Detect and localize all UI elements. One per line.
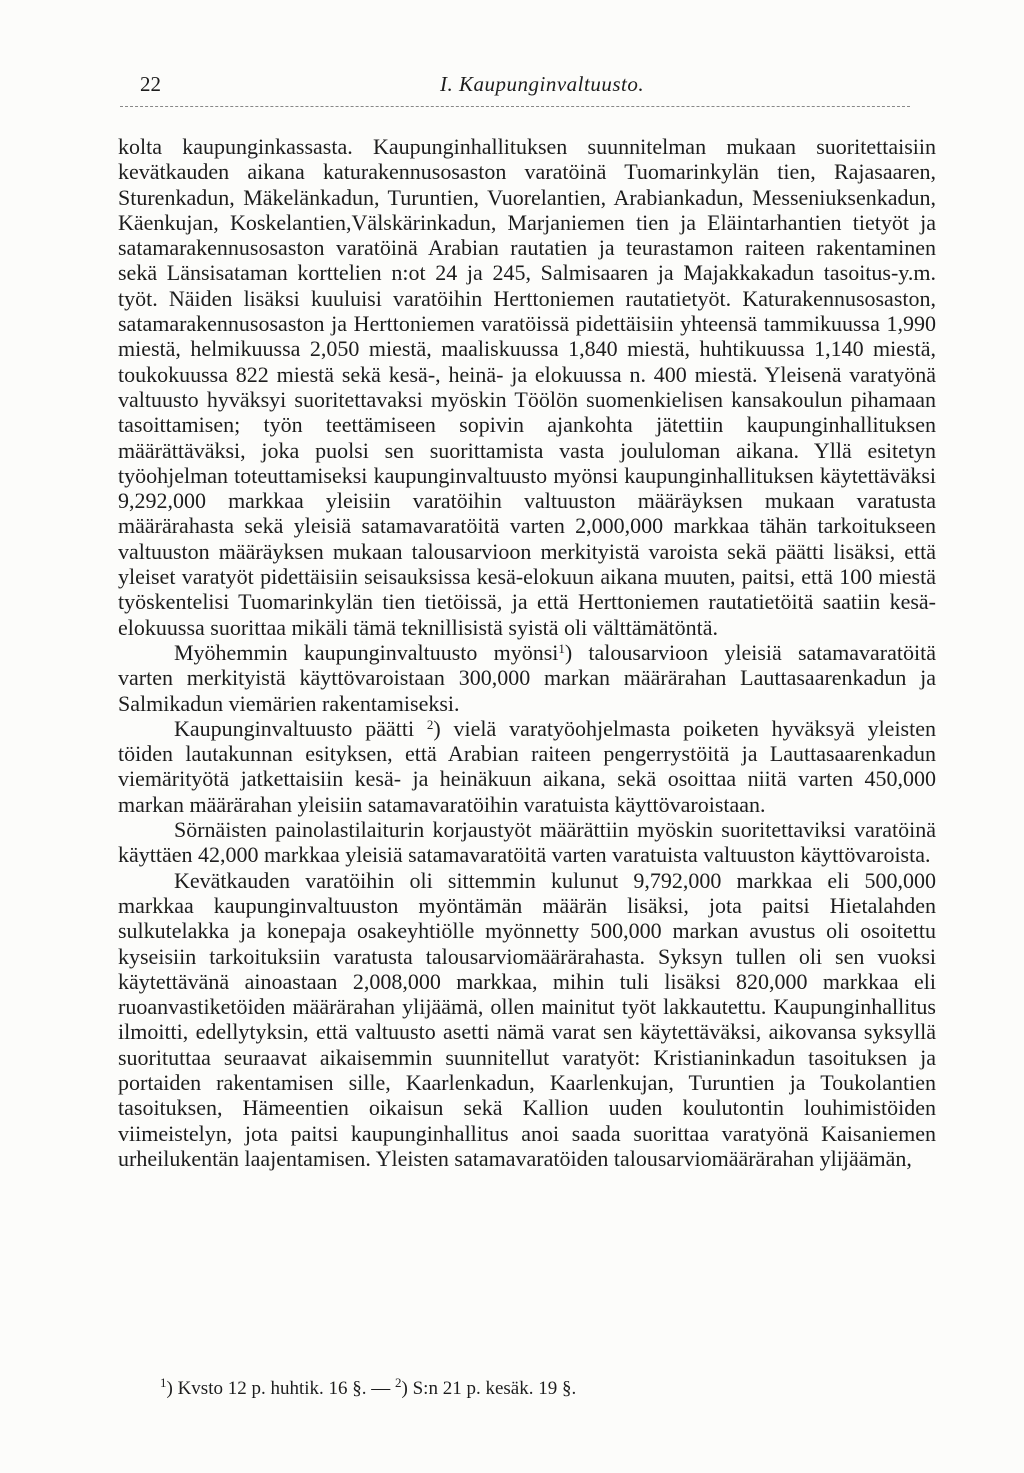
footnote-ref-2: 2 [426,716,434,732]
paragraph-3-text-b: ) vielä varatyöohjelmasta poiketen hyväksyä yleisten töiden lautakunnan esityksen, että Arabian raiteen pengerrystöitä ja Lauttasaarenkadun viemärityötä jatkettaisiin kesä- ja heinäkuun aikana, sekä osoittaa niitä varten 450,000 markan määrärahan yleisiin satamavaratöihin varatuista käyttövaroistaan. [118,715,936,817]
paragraph-3 [118,716,936,817]
body-text [118,134,936,1171]
paragraph-3-text-a: Kaupunginvaltuusto päätti [174,715,415,741]
paragraph-2 [118,640,936,716]
paragraph-2-text-b: ) talousarvioon yleisiä satamavaratöitä varten merkityistä käyttövaroistaan 300,000 markan määrärahan Lauttasaarenkadun ja Salmikadun viemärien rakentamiseksi. [118,639,936,716]
paragraph-1: kolta kaupunginkassasta. Kaupunginhallituksen suunnitelman mukaan suoritettaisiin kevätkauden aikana katurakennusosaston varatöinä Tuomarinkylän tien, Rajasaaren, Sturenkadun, Mäkelänkadun, Turuntien, Vuorelantien, Arabiankadun, Messeniuksenkadun, Käenkujan, Koskelantien,Välskärinkadun, Marjaniemen tien ja Eläintarhantien tietyöt ja satamarakennusosaston varatöinä Arabian rautatien ja teurastamon raiteen rakentaminen sekä Länsisataman korttelien n:ot 24 ja 245, Salmisaaren ja Majakkakadun tasoitus-y.m. työt. Näiden lisäksi kuuluisi varatöihin Herttoniemen rautatietyöt. Katurakennusosaston, satamarakennusosaston ja Herttoniemen varatöissä pidettäisiin yhteensä tammikuussa 1,990 miestä, helmikuussa 2,050 miestä, maaliskuussa 1,840 miestä, huhtikuussa 1,140 miestä, toukokuussa 822 miestä sekä kesä-, heinä- ja elokuussa n. 400 miestä. Yleisenä varatyönä valtuusto hyväksyi suoritettavaksi myöskin Töölön suomenkielisen kansakoulun pihamaan tasoittamisen; työn teettämiseen sopivin ajankohta jätettiin kaupunginhallituksen määrättäväksi, joka puolsi sen suorittamista vasta joululoman aikana. Yllä esitetyn työohjelman toteuttamiseksi kaupunginvaltuusto myönsi kaupunginhallituksen käytettäväksi 9,292,000 markkaa yleisiin varatöihin valtuuston määräyksen mukaan varatusta määrärahasta sekä yleisiä satamavaratöitä varten 2,000,000 markkaa tähän tarkoitukseen valtuuston määräyksen mukaan talousarvioon merkityistä varoista sekä päätti lisäksi, että yleiset varatyöt pidettäisiin seisauksissa kesä-elokuun aikana muuten, paitsi, että 100 miestä työskentelisi Tuomarinkylän tien tietöissä, ja että Herttoniemen rautatietöitä saatiin kesä-elokuussa suorittaa mikäli tämä teknillisistä syistä oli välttämätöntä. [118,134,936,640]
footnotes [160,1375,577,1400]
page-header [140,72,935,102]
running-title: I. Kaupunginvaltuusto. [440,72,645,96]
footnote-1-mark: 1 [160,1375,167,1390]
footnote-2-mark: 2 [395,1375,402,1390]
header-rule [120,106,910,107]
paragraph-4: Sörnäisten painolastilaiturin korjaustyöt määrättiin myöskin suoritettaviksi varatöinä käyttäen 42,000 markkaa yleisiä satamavaratöitä varten varatuista valtuuston käyttövaroista. [118,817,936,868]
paragraph-5: Kevätkauden varatöihin oli sittemmin kulunut 9,792,000 markkaa eli 500,000 markkaa kaupunginvaltuuston myöntämän määrän lisäksi, jota paitsi Hietalahden sulkutelakka ja konepaja osakeyhtiölle myönnetty 500,000 markan avustus oli osoitettu kyseisiin tarkoituksiin varatusta talousarviomäärärahasta. Syksyn tullen oli sen vuoksi käytettävänä ainoastaan 2,008,000 markkaa, mihin tuli lisäksi 820,000 markkaa eli ruoanvastiketöiden määrärahan ylijäämä, ollen mainitut työt lakkautettu. Kaupunginhallitus ilmoitti, edellytyksin, että valtuusto asetti nämä varat sen käytettäväksi, aikovansa syksyllä suorituttaa seuraavat aikaisemmin suunnitellut varatyöt: Kristianinkadun tasoituksen ja portaiden rakentamisen sille, Kaarlenkadun, Kaarlenkujan, Turuntien ja Toukolantien tasoituksen, Hämeentien oikaisun sekä Kallion uuden koulutontin louhimistöiden viimeistelyn, jota paitsi kaupunginhallitus anoi saada suorittaa varatyönä Kaisaniemen urheilukentän laajentamisen. Yleisten satamavaratöiden talousarviomäärärahan ylijäämän, [118,867,936,1171]
paragraph-2-text-a: Myöhemmin kaupunginvaltuusto myönsi [174,639,559,665]
footnote-1-text: ) Kvsto 12 p. huhtik. 16 §. — [166,1378,396,1399]
footnote-ref-1: 1 [558,640,565,656]
page-number: 22 [140,72,161,96]
footnote-2-text: ) S:n 21 p. kesäk. 19 §. [401,1378,577,1399]
